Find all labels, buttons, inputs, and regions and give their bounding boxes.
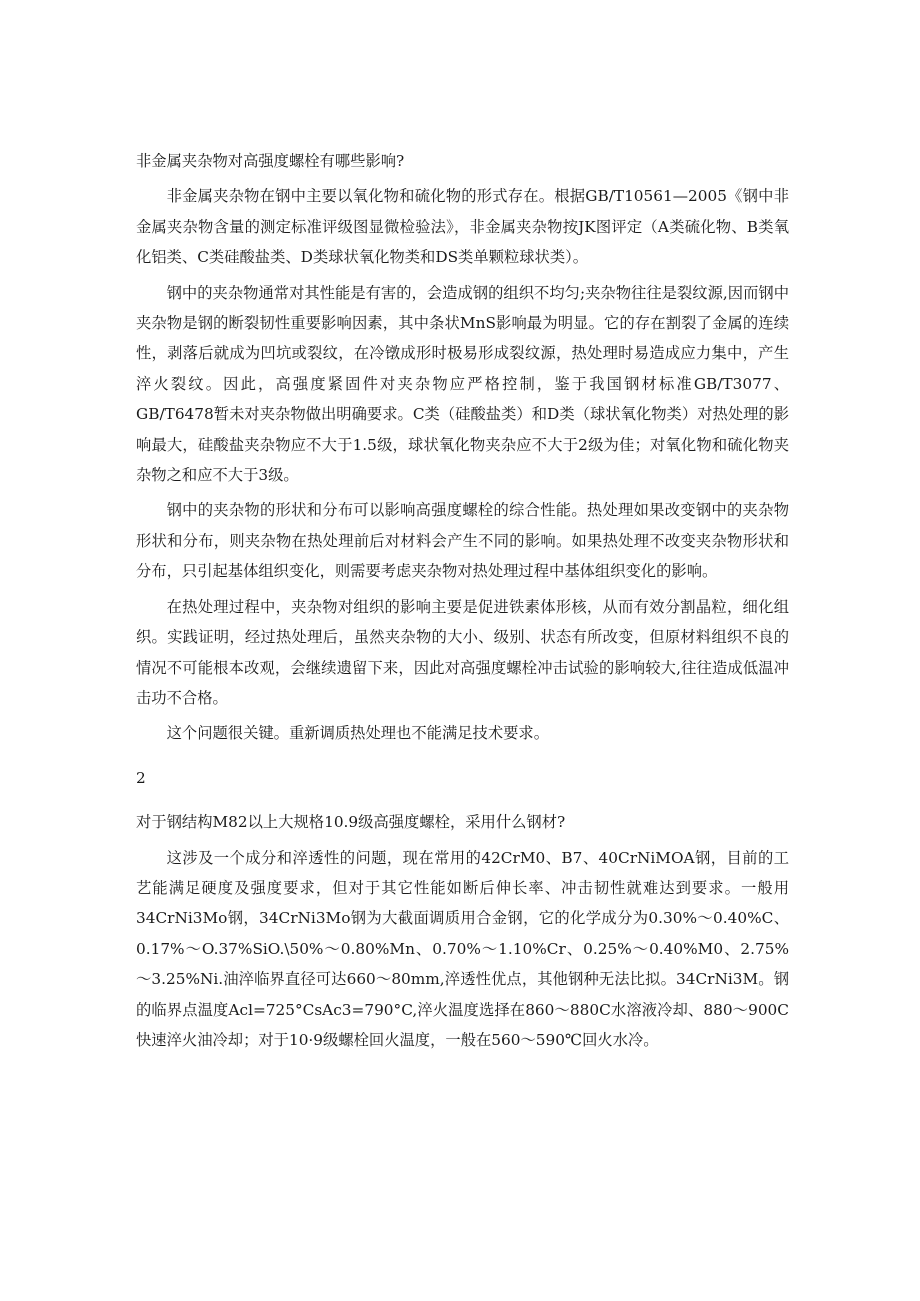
- paragraph-inclusion-distribution: 钢中的夹杂物的形状和分布可以影响高强度螺栓的综合性能。热处理如果改变钢中的夹杂物形状和分布，则夹杂物在热处理前后对材料会产生不同的影响。如果热处理不改变夹杂物形状和分布，只引起基体组织变化，则需要考虑夹杂物对热处理过程中基体组织变化的影响。: [136, 501, 789, 581]
- paragraph-heat-treatment: 在热处理过程中，夹杂物对组织的影响主要是促进铁素体形核，从而有效分割晶粒，细化组织。实践证明，经过热处理后，虽然夹杂物的大小、级别、状态有所改变，但原材料组织不良的情况不可能根本改观，会继续遗留下来，因此对高强度螺栓冲击试验的影响较大,往往造成低温冲击功不合格。: [136, 597, 789, 707]
- question-heading-2: 对于钢结构M82以上大规格10.9级高强度螺栓，采用什么钢材?: [136, 813, 566, 832]
- section-number: 2: [136, 768, 146, 787]
- document-body: [136, 146, 789, 1055]
- paragraph-inclusion-harm: 钢中的夹杂物通常对其性能是有害的，会造成钢的组织不均匀;夹杂物往往是裂纹源,因而钢中夹杂物是钢的断裂韧性重要影响因素，其中条状MnS影响最为明显。它的存在割裂了金属的连续性，剥落后就成为凹坑或裂纹，在冷镦成形时极易形成裂纹源，热处理时易造成应力集中，产生淬火裂纹。因此，高强度紧固件对夹杂物应严格控制，鉴于我国钢材标准GB/T3077、GB/T6478暂未对夹杂物做出明确要求。C类（硅酸盐类）和D类（球状氧化物类）对热处理的影响最大，硅酸盐夹杂物应不大于1.5级，球状氧化物夹杂应不大于2级为佳；对氧化物和硫化物夹杂物之和应不大于3级。: [136, 283, 789, 485]
- paragraph-inclusion-types: 非金属夹杂物在钢中主要以氧化物和硫化物的形式存在。根据GB/T10561—2005《钢中非金属夹杂物含量的测定标准评级图显微检验法》，非金属夹杂物按JK图评定（A类硫化物、B类氧化铝类、C类硅酸盐类、D类球状氧化物类和DS类单颗粒球状类）。: [136, 187, 789, 267]
- paragraph-conclusion: 这个问题很关键。重新调质热处理也不能满足技术要求。: [166, 724, 550, 743]
- paragraph-steel-selection: 这涉及一个成分和淬透性的问题，现在常用的42CrM0、B7、40CrNiMOA钢，目前的工艺能满足硬度及强度要求，但对于其它性能如断后伸长率、冲击韧性就难达到要求。一般用34CrNi3Mo钢，34CrNi3Mo钢为大截面调质用合金钢，它的化学成分为0.30%～0.40%C、0.17%～O.37%SiO.\50%～0.80%Mn、0.70%～1.10%Cr、0.25%～0.40%M0、2.75%～3.25%Ni.油淬临界直径可达660～80mm,淬透性优点，其他钢种无法比拟。34CrNi3M。钢的临界点温度Acl=725°CsAc3=790°C,淬火温度选择在860～880C水溶液冷却、880～900C快速淬火油冷却；对于10·9级螺栓回火温度，一般在560～590℃回火水冷。: [136, 848, 789, 1049]
- question-heading-1: 非金属夹杂物对高强度螺栓有哪些影响?: [136, 152, 405, 170]
